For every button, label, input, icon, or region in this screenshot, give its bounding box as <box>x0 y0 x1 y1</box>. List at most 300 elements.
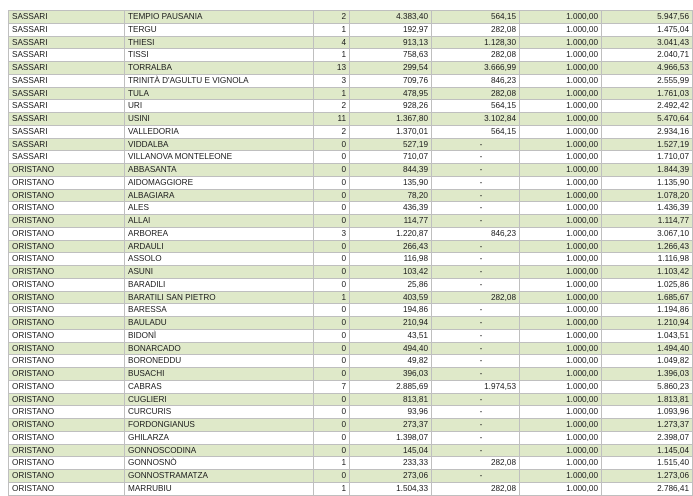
amount-b-cell: - <box>432 202 520 215</box>
amount-b-cell: - <box>432 266 520 279</box>
municipality-cell: ALBAGIARA <box>125 189 314 202</box>
municipality-cell: FORDONGIANUS <box>125 419 314 432</box>
count-cell: 0 <box>314 215 350 228</box>
table-row <box>9 266 693 279</box>
total-cell: 5.860,23 <box>602 380 693 393</box>
amount-b-cell: - <box>432 253 520 266</box>
count-cell: 0 <box>314 164 350 177</box>
province-cell: ORISTANO <box>9 368 125 381</box>
amount-c-cell: 1.000,00 <box>520 329 602 342</box>
amount-b-cell: 564,15 <box>432 125 520 138</box>
amount-b-cell: 282,08 <box>432 457 520 470</box>
table-row <box>9 240 693 253</box>
total-cell: 1.436,39 <box>602 202 693 215</box>
municipality-cell: TERGU <box>125 23 314 36</box>
total-cell: 1.396,03 <box>602 368 693 381</box>
amount-b-cell: - <box>432 317 520 330</box>
count-cell: 3 <box>314 227 350 240</box>
province-cell: ORISTANO <box>9 189 125 202</box>
municipality-cell: TULA <box>125 87 314 100</box>
total-cell: 1.103,42 <box>602 266 693 279</box>
table-row <box>9 329 693 342</box>
province-cell: ORISTANO <box>9 482 125 495</box>
amount-b-cell: 846,23 <box>432 227 520 240</box>
count-cell: 4 <box>314 36 350 49</box>
amount-a-cell: 403,59 <box>350 291 432 304</box>
municipality-cell: VILLANOVA MONTELEONE <box>125 151 314 164</box>
total-cell: 1.093,96 <box>602 406 693 419</box>
province-cell: SASSARI <box>9 74 125 87</box>
amount-c-cell: 1.000,00 <box>520 457 602 470</box>
table-row <box>9 482 693 495</box>
amount-a-cell: 145,04 <box>350 444 432 457</box>
amount-c-cell: 1.000,00 <box>520 342 602 355</box>
table-row <box>9 113 693 126</box>
count-cell: 3 <box>314 74 350 87</box>
total-cell: 2.934,16 <box>602 125 693 138</box>
province-cell: ORISTANO <box>9 342 125 355</box>
amount-c-cell: 1.000,00 <box>520 176 602 189</box>
count-cell: 0 <box>314 240 350 253</box>
total-cell: 1.145,04 <box>602 444 693 457</box>
province-cell: ORISTANO <box>9 215 125 228</box>
amount-c-cell: 1.000,00 <box>520 113 602 126</box>
total-cell: 1.266,43 <box>602 240 693 253</box>
municipality-cell: CABRAS <box>125 380 314 393</box>
municipality-cell: ALES <box>125 202 314 215</box>
count-cell: 0 <box>314 470 350 483</box>
amount-b-cell: 282,08 <box>432 482 520 495</box>
province-cell: ORISTANO <box>9 457 125 470</box>
total-cell: 2.786,41 <box>602 482 693 495</box>
amount-a-cell: 25,86 <box>350 278 432 291</box>
municipality-cell: BUSACHI <box>125 368 314 381</box>
province-cell: ORISTANO <box>9 240 125 253</box>
total-cell: 1.710,07 <box>602 151 693 164</box>
province-cell: ORISTANO <box>9 329 125 342</box>
amount-a-cell: 1.504,33 <box>350 482 432 495</box>
total-cell: 1.494,40 <box>602 342 693 355</box>
amount-b-cell: 282,08 <box>432 291 520 304</box>
amount-a-cell: 299,54 <box>350 62 432 75</box>
amount-b-cell: - <box>432 278 520 291</box>
count-cell: 0 <box>314 368 350 381</box>
table-row <box>9 87 693 100</box>
amount-b-cell: - <box>432 304 520 317</box>
amount-a-cell: 396,03 <box>350 368 432 381</box>
table-body <box>9 11 693 496</box>
municipality-cell: TORRALBA <box>125 62 314 75</box>
count-cell: 1 <box>314 87 350 100</box>
count-cell: 0 <box>314 202 350 215</box>
province-cell: ORISTANO <box>9 266 125 279</box>
table-row <box>9 202 693 215</box>
count-cell: 13 <box>314 62 350 75</box>
municipality-cell: ABBASANTA <box>125 164 314 177</box>
table-row <box>9 380 693 393</box>
amount-b-cell: 846,23 <box>432 74 520 87</box>
amount-b-cell: - <box>432 444 520 457</box>
amount-b-cell: 282,08 <box>432 87 520 100</box>
total-cell: 1.273,37 <box>602 419 693 432</box>
municipality-cell: BORONEDDU <box>125 355 314 368</box>
province-cell: ORISTANO <box>9 317 125 330</box>
province-cell: ORISTANO <box>9 164 125 177</box>
total-cell: 1.844,39 <box>602 164 693 177</box>
province-cell: ORISTANO <box>9 444 125 457</box>
province-cell: SASSARI <box>9 62 125 75</box>
province-cell: SASSARI <box>9 23 125 36</box>
amount-c-cell: 1.000,00 <box>520 470 602 483</box>
amount-c-cell: 1.000,00 <box>520 49 602 62</box>
amount-a-cell: 210,94 <box>350 317 432 330</box>
total-cell: 1.515,40 <box>602 457 693 470</box>
total-cell: 3.041,43 <box>602 36 693 49</box>
municipality-cell: GHILARZA <box>125 431 314 444</box>
total-cell: 1.273,06 <box>602 470 693 483</box>
amount-a-cell: 527,19 <box>350 138 432 151</box>
municipality-cell: USINI <box>125 113 314 126</box>
amount-c-cell: 1.000,00 <box>520 291 602 304</box>
amount-a-cell: 114,77 <box>350 215 432 228</box>
province-cell: SASSARI <box>9 87 125 100</box>
table-row <box>9 227 693 240</box>
count-cell: 1 <box>314 49 350 62</box>
table-row <box>9 138 693 151</box>
table-row <box>9 470 693 483</box>
total-cell: 1.813,81 <box>602 393 693 406</box>
amount-a-cell: 116,98 <box>350 253 432 266</box>
count-cell: 0 <box>314 278 350 291</box>
amount-c-cell: 1.000,00 <box>520 151 602 164</box>
amount-a-cell: 928,26 <box>350 100 432 113</box>
total-cell: 1.527,19 <box>602 138 693 151</box>
amount-c-cell: 1.000,00 <box>520 355 602 368</box>
municipality-cell: BONARCADO <box>125 342 314 355</box>
amount-b-cell: - <box>432 329 520 342</box>
count-cell: 0 <box>314 406 350 419</box>
amount-c-cell: 1.000,00 <box>520 138 602 151</box>
total-cell: 2.555,99 <box>602 74 693 87</box>
amount-b-cell: 3.666,99 <box>432 62 520 75</box>
amount-a-cell: 758,63 <box>350 49 432 62</box>
amount-c-cell: 1.000,00 <box>520 482 602 495</box>
amount-a-cell: 192,97 <box>350 23 432 36</box>
amount-a-cell: 49,82 <box>350 355 432 368</box>
province-cell: ORISTANO <box>9 406 125 419</box>
total-cell: 1.049,82 <box>602 355 693 368</box>
municipality-cell: GONNOSNÒ <box>125 457 314 470</box>
amount-a-cell: 135,90 <box>350 176 432 189</box>
count-cell: 1 <box>314 23 350 36</box>
amount-a-cell: 436,39 <box>350 202 432 215</box>
municipality-cell: VIDDALBA <box>125 138 314 151</box>
table-row <box>9 151 693 164</box>
province-cell: ORISTANO <box>9 291 125 304</box>
municipality-cell: TEMPIO PAUSANIA <box>125 11 314 24</box>
province-cell: ORISTANO <box>9 470 125 483</box>
total-cell: 1.078,20 <box>602 189 693 202</box>
amount-c-cell: 1.000,00 <box>520 444 602 457</box>
amount-a-cell: 233,33 <box>350 457 432 470</box>
province-cell: SASSARI <box>9 11 125 24</box>
count-cell: 1 <box>314 291 350 304</box>
province-cell: SASSARI <box>9 125 125 138</box>
municipality-cell: BARESSA <box>125 304 314 317</box>
amount-b-cell: - <box>432 164 520 177</box>
amount-a-cell: 844,39 <box>350 164 432 177</box>
municipality-cell: ARDAULI <box>125 240 314 253</box>
amount-c-cell: 1.000,00 <box>520 253 602 266</box>
municipality-cell: VALLEDORIA <box>125 125 314 138</box>
province-cell: SASSARI <box>9 49 125 62</box>
total-cell: 1.116,98 <box>602 253 693 266</box>
count-cell: 0 <box>314 444 350 457</box>
municipality-cell: BARADILI <box>125 278 314 291</box>
amount-c-cell: 1.000,00 <box>520 380 602 393</box>
amount-a-cell: 4.383,40 <box>350 11 432 24</box>
amount-b-cell: - <box>432 176 520 189</box>
province-cell: SASSARI <box>9 151 125 164</box>
table-row <box>9 125 693 138</box>
amount-c-cell: 1.000,00 <box>520 215 602 228</box>
table-row <box>9 176 693 189</box>
amount-c-cell: 1.000,00 <box>520 62 602 75</box>
table-row <box>9 62 693 75</box>
amount-c-cell: 1.000,00 <box>520 419 602 432</box>
amount-c-cell: 1.000,00 <box>520 304 602 317</box>
count-cell: 2 <box>314 100 350 113</box>
municipality-cell: THIESI <box>125 36 314 49</box>
province-cell: ORISTANO <box>9 419 125 432</box>
amount-a-cell: 78,20 <box>350 189 432 202</box>
amount-a-cell: 1.367,80 <box>350 113 432 126</box>
total-cell: 1.194,86 <box>602 304 693 317</box>
municipality-cell: GONNOSTRAMATZA <box>125 470 314 483</box>
amount-b-cell: - <box>432 393 520 406</box>
table-row <box>9 368 693 381</box>
count-cell: 0 <box>314 431 350 444</box>
amount-b-cell: 1.128,30 <box>432 36 520 49</box>
amount-c-cell: 1.000,00 <box>520 240 602 253</box>
municipality-cell: ASSOLO <box>125 253 314 266</box>
amount-c-cell: 1.000,00 <box>520 202 602 215</box>
amount-c-cell: 1.000,00 <box>520 227 602 240</box>
amount-a-cell: 266,43 <box>350 240 432 253</box>
amount-c-cell: 1.000,00 <box>520 11 602 24</box>
total-cell: 1.114,77 <box>602 215 693 228</box>
province-cell: SASSARI <box>9 138 125 151</box>
total-cell: 1.685,67 <box>602 291 693 304</box>
municipality-cell: ARBOREA <box>125 227 314 240</box>
total-cell: 3.067,10 <box>602 227 693 240</box>
amount-a-cell: 273,06 <box>350 470 432 483</box>
count-cell: 0 <box>314 419 350 432</box>
amount-c-cell: 1.000,00 <box>520 368 602 381</box>
count-cell: 0 <box>314 189 350 202</box>
municipality-allocation-table <box>8 10 693 496</box>
municipality-cell: CURCURIS <box>125 406 314 419</box>
amount-a-cell: 43,51 <box>350 329 432 342</box>
total-cell: 1.135,90 <box>602 176 693 189</box>
amount-c-cell: 1.000,00 <box>520 393 602 406</box>
municipality-cell: ALLAI <box>125 215 314 228</box>
amount-a-cell: 709,76 <box>350 74 432 87</box>
table-row <box>9 342 693 355</box>
count-cell: 0 <box>314 138 350 151</box>
table-row <box>9 36 693 49</box>
count-cell: 0 <box>314 342 350 355</box>
amount-c-cell: 1.000,00 <box>520 189 602 202</box>
province-cell: ORISTANO <box>9 431 125 444</box>
amount-a-cell: 1.398,07 <box>350 431 432 444</box>
count-cell: 7 <box>314 380 350 393</box>
table-row <box>9 457 693 470</box>
amount-b-cell: 564,15 <box>432 11 520 24</box>
province-cell: ORISTANO <box>9 355 125 368</box>
total-cell: 1.210,94 <box>602 317 693 330</box>
province-cell: ORISTANO <box>9 202 125 215</box>
province-cell: ORISTANO <box>9 380 125 393</box>
count-cell: 0 <box>314 329 350 342</box>
total-cell: 4.966,53 <box>602 62 693 75</box>
amount-c-cell: 1.000,00 <box>520 74 602 87</box>
province-cell: ORISTANO <box>9 227 125 240</box>
amount-b-cell: 282,08 <box>432 49 520 62</box>
total-cell: 2.492,42 <box>602 100 693 113</box>
amount-c-cell: 1.000,00 <box>520 23 602 36</box>
municipality-cell: URI <box>125 100 314 113</box>
amount-b-cell: - <box>432 138 520 151</box>
amount-b-cell: - <box>432 189 520 202</box>
municipality-cell: TRINITÀ D'AGULTU E VIGNOLA <box>125 74 314 87</box>
total-cell: 1.761,03 <box>602 87 693 100</box>
amount-b-cell: - <box>432 406 520 419</box>
table-row <box>9 317 693 330</box>
table-row <box>9 393 693 406</box>
amount-a-cell: 813,81 <box>350 393 432 406</box>
municipality-cell: CUGLIERI <box>125 393 314 406</box>
table-row <box>9 49 693 62</box>
amount-a-cell: 494,40 <box>350 342 432 355</box>
total-cell: 1.025,86 <box>602 278 693 291</box>
total-cell: 2.040,71 <box>602 49 693 62</box>
amount-b-cell: - <box>432 240 520 253</box>
total-cell: 5.470,64 <box>602 113 693 126</box>
amount-a-cell: 103,42 <box>350 266 432 279</box>
table-row <box>9 406 693 419</box>
amount-b-cell: - <box>432 470 520 483</box>
municipality-cell: BIDONÌ <box>125 329 314 342</box>
province-cell: ORISTANO <box>9 278 125 291</box>
count-cell: 0 <box>314 151 350 164</box>
amount-b-cell: - <box>432 431 520 444</box>
table-row <box>9 253 693 266</box>
municipality-cell: GONNOSCODINA <box>125 444 314 457</box>
amount-a-cell: 93,96 <box>350 406 432 419</box>
table-row <box>9 74 693 87</box>
count-cell: 0 <box>314 176 350 189</box>
province-cell: ORISTANO <box>9 393 125 406</box>
amount-a-cell: 194,86 <box>350 304 432 317</box>
amount-b-cell: - <box>432 151 520 164</box>
count-cell: 0 <box>314 266 350 279</box>
amount-a-cell: 1.370,01 <box>350 125 432 138</box>
count-cell: 0 <box>314 304 350 317</box>
province-cell: SASSARI <box>9 100 125 113</box>
table-row <box>9 444 693 457</box>
province-cell: ORISTANO <box>9 304 125 317</box>
total-cell: 1.475,04 <box>602 23 693 36</box>
amount-b-cell: - <box>432 215 520 228</box>
amount-a-cell: 2.885,69 <box>350 380 432 393</box>
province-cell: ORISTANO <box>9 176 125 189</box>
municipality-cell: BAULADU <box>125 317 314 330</box>
amount-b-cell: 3.102,84 <box>432 113 520 126</box>
amount-b-cell: - <box>432 368 520 381</box>
amount-b-cell: - <box>432 342 520 355</box>
table-row <box>9 100 693 113</box>
municipality-cell: BARATILI SAN PIETRO <box>125 291 314 304</box>
amount-a-cell: 913,13 <box>350 36 432 49</box>
count-cell: 2 <box>314 125 350 138</box>
amount-b-cell: 1.974,53 <box>432 380 520 393</box>
amount-c-cell: 1.000,00 <box>520 100 602 113</box>
municipality-cell: AIDOMAGGIORE <box>125 176 314 189</box>
municipality-cell: ASUNI <box>125 266 314 279</box>
amount-a-cell: 478,95 <box>350 87 432 100</box>
amount-b-cell: 282,08 <box>432 23 520 36</box>
table-row <box>9 189 693 202</box>
table-row <box>9 23 693 36</box>
amount-b-cell: 564,15 <box>432 100 520 113</box>
amount-c-cell: 1.000,00 <box>520 266 602 279</box>
table-row <box>9 215 693 228</box>
amount-a-cell: 1.220,87 <box>350 227 432 240</box>
count-cell: 0 <box>314 317 350 330</box>
total-cell: 1.043,51 <box>602 329 693 342</box>
amount-c-cell: 1.000,00 <box>520 164 602 177</box>
amount-c-cell: 1.000,00 <box>520 87 602 100</box>
total-cell: 5.947,56 <box>602 11 693 24</box>
amount-a-cell: 273,37 <box>350 419 432 432</box>
count-cell: 0 <box>314 355 350 368</box>
municipality-cell: TISSI <box>125 49 314 62</box>
table-row <box>9 11 693 24</box>
count-cell: 0 <box>314 253 350 266</box>
table-row <box>9 304 693 317</box>
amount-c-cell: 1.000,00 <box>520 36 602 49</box>
count-cell: 1 <box>314 457 350 470</box>
province-cell: SASSARI <box>9 113 125 126</box>
table-row <box>9 419 693 432</box>
table-row <box>9 355 693 368</box>
table-row <box>9 291 693 304</box>
province-cell: ORISTANO <box>9 253 125 266</box>
province-cell: SASSARI <box>9 36 125 49</box>
amount-b-cell: - <box>432 355 520 368</box>
count-cell: 2 <box>314 11 350 24</box>
amount-c-cell: 1.000,00 <box>520 278 602 291</box>
amount-c-cell: 1.000,00 <box>520 125 602 138</box>
amount-c-cell: 1.000,00 <box>520 431 602 444</box>
amount-a-cell: 710,07 <box>350 151 432 164</box>
table-row <box>9 431 693 444</box>
amount-c-cell: 1.000,00 <box>520 406 602 419</box>
count-cell: 1 <box>314 482 350 495</box>
amount-c-cell: 1.000,00 <box>520 317 602 330</box>
count-cell: 0 <box>314 393 350 406</box>
